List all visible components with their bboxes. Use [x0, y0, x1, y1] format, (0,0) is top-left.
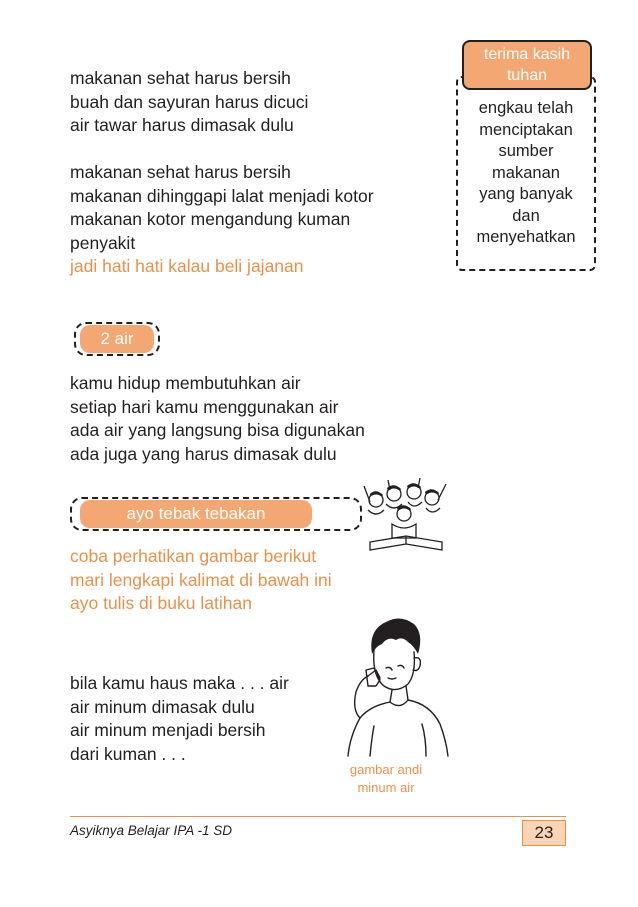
sentence-line: bila kamu haus maka . . . air: [70, 673, 289, 693]
boy-drinking-illustration: [330, 606, 452, 758]
sentence-line: air minum dimasak dulu: [70, 696, 255, 717]
section1-line: air tawar harus dimasak dulu: [70, 115, 294, 135]
activity-instructions: [70, 545, 332, 616]
footer-divider: [70, 816, 566, 817]
instruction-line: mari lengkapi kalimat di bawah ini: [70, 569, 332, 590]
illustration-caption: [334, 761, 438, 797]
section1-line: makanan sehat harus bersih: [70, 162, 291, 182]
caption-line: minum air: [357, 780, 415, 795]
footer-title: Asyiknya Belajar IPA -1 SD: [70, 823, 233, 838]
sidebar-tab-line2: tuhan: [506, 67, 548, 84]
section1-line: makanan sehat harus bersih: [70, 68, 291, 88]
instruction-line: ayo tulis di buku latihan: [70, 593, 252, 613]
section1-paragraph: [70, 67, 374, 279]
page-number: 23: [522, 820, 566, 846]
group-illustration: [356, 478, 454, 554]
sidebar-line: dan: [512, 206, 540, 225]
section2-line: setiap hari kamu menggunakan air: [70, 396, 339, 417]
activity-sentences: [70, 672, 289, 766]
section2-paragraph: [70, 372, 365, 466]
sidebar-tab-line1: terima kasih: [483, 46, 571, 63]
section2-line: kamu hidup membutuhkan air: [70, 373, 301, 393]
section1-line: penyakit: [70, 232, 136, 253]
section1-line: makanan dihinggapi lalat menjadi kotor: [70, 185, 374, 206]
section2-line: ada air yang langsung bisa digunakan: [70, 420, 365, 440]
sidebar-tab: [462, 40, 592, 90]
sidebar-line: makanan: [492, 163, 560, 182]
instruction-line: coba perhatikan gambar berikut: [70, 546, 317, 566]
section1-highlight: jadi hati hati kalau beli jajanan: [70, 256, 304, 276]
sidebar-text: [456, 98, 596, 249]
section2-heading: 2 air: [80, 325, 154, 353]
activity-heading: ayo tebak tebakan: [80, 500, 312, 528]
sidebar-line: engkau telah: [478, 99, 574, 117]
sidebar-line: menyehatkan: [476, 228, 576, 246]
sentence-line: air minum menjadi bersih: [70, 720, 266, 740]
sidebar-line: menciptakan: [479, 120, 573, 139]
sidebar-line: sumber: [498, 142, 554, 160]
section1-line: makanan kotor mengandung kuman: [70, 209, 351, 229]
caption-line: gambar andi: [349, 762, 423, 777]
section1-line: [70, 138, 374, 162]
section2-line: ada juga yang harus dimasak dulu: [70, 443, 337, 464]
sidebar-line: yang banyak: [479, 185, 573, 203]
sentence-line: dari kuman . . .: [70, 743, 186, 764]
section1-line: buah dan sayuran harus dicuci: [70, 91, 309, 112]
